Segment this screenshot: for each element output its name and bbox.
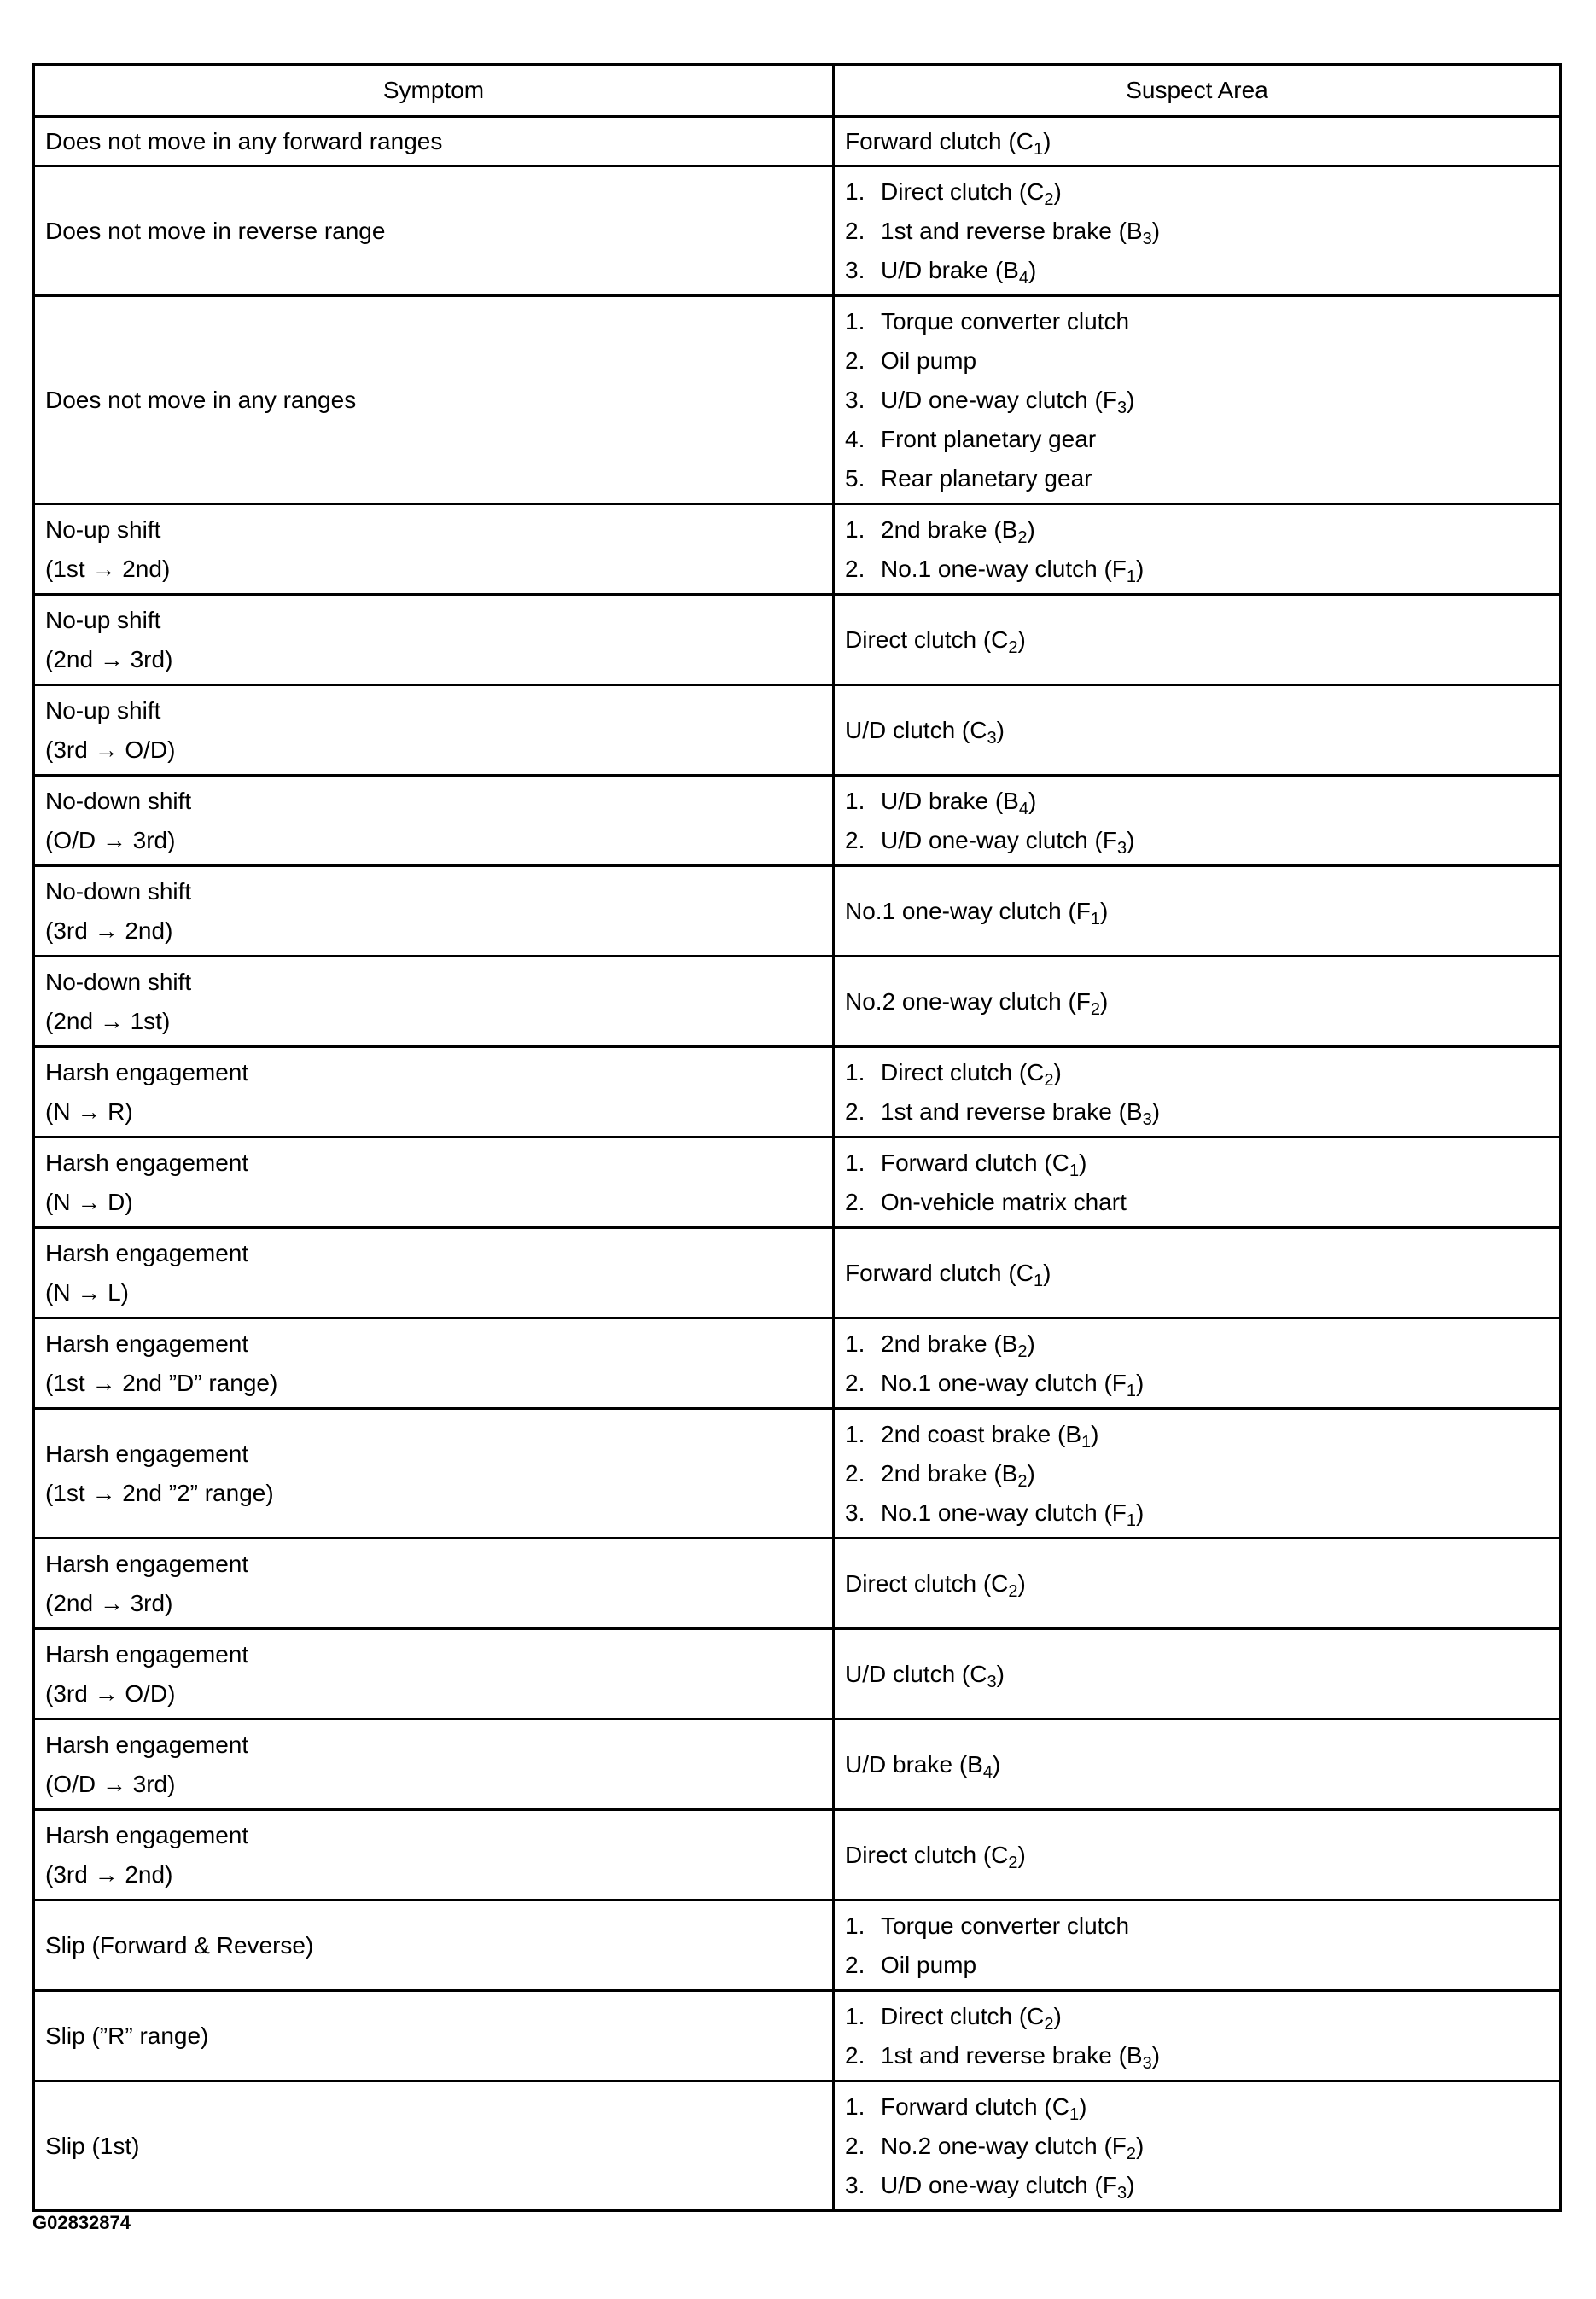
suspect-area-item: [845, 2087, 1549, 2127]
area-text-end: ): [1100, 897, 1109, 924]
area-text: Rear planetary gear: [881, 464, 1092, 492]
suspect-area-item: [845, 550, 1549, 589]
symptom-cell: [34, 685, 834, 776]
suspect-area-cell: [834, 504, 1561, 595]
symptom-cell: [34, 1539, 834, 1629]
area-text: U/D brake (B: [845, 1750, 983, 1778]
symptom-line: No-down shift: [45, 968, 192, 995]
symptom-line: No-up shift: [45, 696, 161, 724]
symptom-cell: [34, 957, 834, 1047]
area-text-end: ): [1091, 1420, 1099, 1447]
suspect-area-item: [845, 982, 1549, 1021]
item-number: 1.: [845, 307, 865, 335]
table-row: [34, 595, 1561, 685]
symptom-line: No-down shift: [45, 787, 192, 814]
table-row: [34, 776, 1561, 866]
area-subscript: 2: [1008, 1853, 1018, 1872]
suspect-area-list: [845, 1144, 1549, 1222]
suspect-area-item: [845, 212, 1549, 251]
suspect-area-item: [845, 620, 1549, 660]
symptom-line: (2nd → 1st): [45, 1007, 171, 1034]
symptom-cell: [34, 1228, 834, 1318]
symptom-line: (3rd → O/D): [45, 736, 176, 763]
suspect-area-item: [845, 1454, 1549, 1493]
table-row: [34, 2081, 1561, 2211]
item-number: 4.: [845, 425, 865, 452]
suspect-area-item: [845, 1493, 1549, 1533]
suspect-area-item: [845, 1254, 1549, 1293]
area-text-end: ): [1136, 1499, 1145, 1526]
area-text: Front planetary gear: [881, 425, 1097, 452]
area-subscript: 1: [1069, 2104, 1080, 2124]
symptom-cell: [34, 1991, 834, 2081]
item-number: 2.: [845, 1951, 865, 1978]
area-text: U/D one-way clutch (F: [881, 2171, 1117, 2198]
symptom-line: (1st → 2nd ”D” range): [45, 1369, 278, 1396]
symptom-cell: [34, 2081, 834, 2211]
suspect-area-cell: [834, 1720, 1561, 1810]
suspect-area-item: [845, 122, 1549, 161]
area-text-end: ): [1053, 1058, 1062, 1085]
table-row: [34, 166, 1561, 296]
suspect-area-item: [845, 2036, 1549, 2075]
suspect-area-item: [845, 1836, 1549, 1875]
area-subscript: 1: [1126, 1381, 1137, 1400]
table-row: [34, 1138, 1561, 1228]
area-text-end: ): [1017, 1569, 1026, 1597]
suspect-area-item: [845, 420, 1549, 459]
symptom-line: Harsh engagement: [45, 1239, 249, 1266]
table-body: [34, 117, 1561, 2211]
area-text-end: ): [1017, 626, 1026, 653]
area-text-end: ): [1127, 826, 1135, 853]
suspect-area-cell: [834, 1991, 1561, 2081]
area-text-end: ): [1043, 1259, 1051, 1286]
symptom-line: (N → D): [45, 1188, 133, 1215]
symptom-cell: [34, 866, 834, 957]
item-number: 5.: [845, 464, 865, 492]
suspect-area-item: [845, 510, 1549, 550]
area-text-end: ): [1151, 1097, 1161, 1125]
area-subscript: 3: [1142, 229, 1152, 248]
suspect-area-item: [845, 172, 1549, 212]
symptom-line: No-up shift: [45, 606, 161, 633]
header-suspect-area: Suspect Area: [834, 65, 1561, 117]
table-row: [34, 504, 1561, 595]
item-number: 2.: [845, 346, 865, 374]
symptom-cell: [34, 1047, 834, 1138]
area-text: U/D clutch (C: [845, 1660, 987, 1687]
symptom-cell: [34, 1810, 834, 1900]
area-text: No.2 one-way clutch (F: [881, 2132, 1127, 2159]
table-row: [34, 1629, 1561, 1720]
suspect-area-item: [845, 1144, 1549, 1183]
suspect-area-cell: [834, 957, 1561, 1047]
symptom-cell: [34, 166, 834, 296]
suspect-area-cell: [834, 1409, 1561, 1539]
symptom-line: Does not move in reverse range: [45, 217, 386, 244]
area-text-end: ): [1100, 987, 1109, 1015]
area-subscript: 2: [1090, 999, 1101, 1019]
area-text: Oil pump: [881, 346, 977, 374]
suspect-area-item: [845, 1564, 1549, 1603]
area-subscript: 1: [1126, 1510, 1137, 1530]
suspect-area-item: [845, 1997, 1549, 2036]
area-text-end: ): [1136, 2132, 1145, 2159]
area-text-end: ): [1043, 127, 1051, 154]
symptom-line: Harsh engagement: [45, 1149, 249, 1176]
suspect-area-item: [845, 2166, 1549, 2205]
area-text-end: ): [1136, 1369, 1145, 1396]
symptom-line: (3rd → 2nd): [45, 1860, 173, 1888]
symptom-line: (3rd → O/D): [45, 1679, 176, 1707]
table-row: [34, 1318, 1561, 1409]
area-text: Torque converter clutch: [881, 1912, 1130, 1939]
symptom-cell: [34, 504, 834, 595]
area-subscript: 2: [1017, 1342, 1028, 1361]
symptom-cell: [34, 1318, 834, 1409]
suspect-area-item: [845, 892, 1549, 931]
suspect-area-list: [845, 1906, 1549, 1985]
symptom-cell: [34, 1900, 834, 1991]
suspect-area-list: [845, 1997, 1549, 2075]
area-text: No.1 one-way clutch (F: [881, 1499, 1127, 1526]
item-number: 1.: [845, 2092, 865, 2120]
area-text-end: ): [1136, 555, 1145, 582]
symptom-cell: [34, 296, 834, 504]
area-subscript: 2: [1017, 527, 1028, 547]
area-subscript: 4: [982, 1762, 993, 1782]
area-text-end: ): [996, 716, 1005, 743]
area-text: Direct clutch (C: [881, 2002, 1045, 2029]
suspect-area-cell: [834, 685, 1561, 776]
area-subscript: 1: [1081, 1432, 1092, 1452]
item-number: 2.: [845, 1188, 865, 1215]
table-row: [34, 1810, 1561, 1900]
symptom-cell: [34, 776, 834, 866]
area-text-end: ): [1028, 256, 1037, 283]
symptom-line: Harsh engagement: [45, 1330, 249, 1357]
suspect-area-list: [845, 782, 1549, 860]
suspect-area-cell: [834, 296, 1561, 504]
area-text: Direct clutch (C: [845, 626, 1009, 653]
suspect-area-item: [845, 2127, 1549, 2166]
table-row: [34, 1720, 1561, 1810]
item-number: 1.: [845, 178, 865, 205]
area-text-end: ): [996, 1660, 1005, 1687]
symptom-line: Harsh engagement: [45, 1731, 249, 1758]
area-subscript: 3: [1142, 2053, 1152, 2073]
area-subscript: 3: [1116, 398, 1127, 417]
symptom-line: (2nd → 3rd): [45, 1589, 173, 1616]
symptom-line: Does not move in any forward ranges: [45, 127, 443, 154]
area-subscript: 2: [1126, 2144, 1137, 2163]
symptom-cell: [34, 1409, 834, 1539]
suspect-area-item: [845, 1092, 1549, 1132]
area-text: On-vehicle matrix chart: [881, 1188, 1127, 1215]
suspect-area-item: [845, 782, 1549, 821]
symptom-line: (O/D → 3rd): [45, 826, 176, 853]
table-header-row: [34, 65, 1561, 117]
area-text: No.1 one-way clutch (F: [845, 897, 1091, 924]
area-subscript: 4: [1018, 799, 1028, 818]
symptom-line: (O/D → 3rd): [45, 1770, 176, 1797]
area-subscript: 2: [1008, 637, 1018, 657]
suspect-area-item: [845, 1324, 1549, 1364]
table-row: [34, 1047, 1561, 1138]
area-subscript: 3: [987, 728, 997, 748]
area-text-end: ): [1028, 787, 1037, 814]
suspect-area-list: [845, 172, 1549, 290]
area-text: No.1 one-way clutch (F: [881, 555, 1127, 582]
item-number: 2.: [845, 1459, 865, 1487]
suspect-area-cell: [834, 1228, 1561, 1318]
symptom-line: Harsh engagement: [45, 1550, 249, 1577]
suspect-area-list: [845, 510, 1549, 589]
area-text-end: ): [1027, 1459, 1035, 1487]
area-text: 2nd brake (B: [881, 515, 1018, 543]
symptom-line: (1st → 2nd ”2” range): [45, 1479, 274, 1506]
area-text-end: ): [992, 1750, 1001, 1778]
area-text: Direct clutch (C: [881, 1058, 1045, 1085]
suspect-area-list: [845, 1324, 1549, 1403]
suspect-area-cell: [834, 1318, 1561, 1409]
suspect-area-item: [845, 821, 1549, 860]
suspect-area-item: [845, 711, 1549, 750]
area-text: U/D one-way clutch (F: [881, 826, 1117, 853]
symptom-line: Harsh engagement: [45, 1821, 249, 1848]
suspect-area-item: [845, 459, 1549, 498]
symptom-line: (2nd → 3rd): [45, 645, 173, 672]
suspect-area-list: [845, 302, 1549, 498]
area-subscript: 2: [1008, 1581, 1018, 1601]
suspect-area-item: [845, 1906, 1549, 1946]
suspect-area-cell: [834, 866, 1561, 957]
area-text-end: ): [1027, 1330, 1035, 1357]
symptom-cell: [34, 1720, 834, 1810]
table-row: [34, 296, 1561, 504]
suspect-area-item: [845, 341, 1549, 381]
area-text: Direct clutch (C: [881, 178, 1045, 205]
area-text-end: ): [1127, 2171, 1135, 2198]
suspect-area-cell: [834, 1810, 1561, 1900]
symptom-table: [32, 63, 1562, 2212]
table-row: [34, 866, 1561, 957]
item-number: 1.: [845, 1149, 865, 1176]
area-subscript: 1: [1090, 909, 1101, 928]
symptom-line: Slip (”R” range): [45, 2022, 209, 2049]
suspect-area-cell: [834, 1539, 1561, 1629]
area-subscript: 2: [1044, 2014, 1054, 2034]
suspect-area-cell: [834, 117, 1561, 166]
item-number: 3.: [845, 256, 865, 283]
item-number: 1.: [845, 1058, 865, 1085]
suspect-area-item: [845, 1745, 1549, 1784]
area-subscript: 1: [1126, 567, 1137, 586]
area-subscript: 3: [1116, 838, 1127, 858]
table-row: [34, 1228, 1561, 1318]
item-number: 2.: [845, 2041, 865, 2069]
area-text-end: ): [1079, 2092, 1087, 2120]
area-text-end: ): [1127, 386, 1135, 413]
symptom-line: Harsh engagement: [45, 1058, 249, 1085]
symptom-line: No-down shift: [45, 877, 192, 905]
table-row: [34, 1409, 1561, 1539]
area-text: Direct clutch (C: [845, 1569, 1009, 1597]
area-text: Forward clutch (C: [845, 1259, 1034, 1286]
area-text: Oil pump: [881, 1951, 977, 1978]
symptom-line: (N → L): [45, 1278, 129, 1306]
symptom-cell: [34, 1629, 834, 1720]
area-subscript: 2: [1017, 1471, 1028, 1491]
table-row: [34, 685, 1561, 776]
suspect-area-item: [845, 1655, 1549, 1694]
symptom-line: Harsh engagement: [45, 1640, 249, 1668]
table-row: [34, 117, 1561, 166]
item-number: 2.: [845, 1369, 865, 1396]
header-symptom: Symptom: [34, 65, 834, 117]
suspect-area-cell: [834, 776, 1561, 866]
item-number: 1.: [845, 515, 865, 543]
suspect-area-item: [845, 1946, 1549, 1985]
item-number: 2.: [845, 555, 865, 582]
suspect-area-cell: [834, 1900, 1561, 1991]
symptom-cell: [34, 1138, 834, 1228]
area-text: 1st and reverse brake (B: [881, 217, 1143, 244]
item-number: 1.: [845, 787, 865, 814]
suspect-area-cell: [834, 595, 1561, 685]
item-number: 1.: [845, 1420, 865, 1447]
suspect-area-cell: [834, 166, 1561, 296]
item-number: 1.: [845, 1912, 865, 1939]
area-text: U/D brake (B: [881, 787, 1019, 814]
suspect-area-cell: [834, 1629, 1561, 1720]
item-number: 3.: [845, 2171, 865, 2198]
area-text: Forward clutch (C: [845, 127, 1034, 154]
suspect-area-item: [845, 302, 1549, 341]
area-text: 1st and reverse brake (B: [881, 2041, 1143, 2069]
symptom-line: (3rd → 2nd): [45, 917, 173, 944]
area-subscript: 1: [1033, 139, 1044, 159]
area-text: 2nd brake (B: [881, 1459, 1018, 1487]
table-row: [34, 957, 1561, 1047]
table-row: [34, 1539, 1561, 1629]
area-subscript: 1: [1069, 1161, 1080, 1180]
suspect-area-item: [845, 1183, 1549, 1222]
suspect-area-cell: [834, 2081, 1561, 2211]
area-subscript: 2: [1044, 189, 1054, 209]
area-text: U/D clutch (C: [845, 716, 987, 743]
area-text: Torque converter clutch: [881, 307, 1130, 335]
area-text-end: ): [1079, 1149, 1087, 1176]
area-text: U/D brake (B: [881, 256, 1019, 283]
suspect-area-list: [845, 1415, 1549, 1533]
area-text: 2nd brake (B: [881, 1330, 1018, 1357]
area-text-end: ): [1053, 178, 1062, 205]
area-text-end: ): [1017, 1841, 1026, 1868]
symptom-line: (1st → 2nd): [45, 555, 171, 582]
area-subscript: 2: [1044, 1070, 1054, 1090]
item-number: 3.: [845, 386, 865, 413]
suspect-area-item: [845, 1415, 1549, 1454]
suspect-area-item: [845, 1364, 1549, 1403]
area-text: Direct clutch (C: [845, 1841, 1009, 1868]
figure-id: G02832874: [32, 2212, 131, 2233]
area-text-end: ): [1027, 515, 1035, 543]
item-number: 2.: [845, 1097, 865, 1125]
symptom-line: Slip (1st): [45, 2132, 140, 2159]
suspect-area-item: [845, 1053, 1549, 1092]
suspect-area-list: [845, 2087, 1549, 2205]
symptom-line: Harsh engagement: [45, 1440, 249, 1467]
item-number: 2.: [845, 826, 865, 853]
area-text: 1st and reverse brake (B: [881, 1097, 1143, 1125]
suspect-area-item: [845, 381, 1549, 420]
area-text-end: ): [1053, 2002, 1062, 2029]
area-text: No.1 one-way clutch (F: [881, 1369, 1127, 1396]
item-number: 2.: [845, 2132, 865, 2159]
area-subscript: 3: [1116, 2183, 1127, 2203]
item-number: 1.: [845, 2002, 865, 2029]
area-subscript: 3: [1142, 1109, 1152, 1129]
symptom-cell: [34, 595, 834, 685]
area-text: 2nd coast brake (B: [881, 1420, 1082, 1447]
item-number: 1.: [845, 1330, 865, 1357]
area-subscript: 3: [987, 1672, 997, 1691]
item-number: 2.: [845, 217, 865, 244]
symptom-line: Does not move in any ranges: [45, 386, 357, 413]
table-row: [34, 1900, 1561, 1991]
suspect-area-item: [845, 251, 1549, 290]
area-text: No.2 one-way clutch (F: [845, 987, 1091, 1015]
table-row: [34, 1991, 1561, 2081]
area-text: U/D one-way clutch (F: [881, 386, 1117, 413]
area-subscript: 1: [1033, 1271, 1044, 1290]
area-text-end: ): [1151, 2041, 1161, 2069]
suspect-area-cell: [834, 1047, 1561, 1138]
area-text-end: ): [1151, 217, 1161, 244]
area-text: Forward clutch (C: [881, 2092, 1069, 2120]
symptom-line: Slip (Forward & Reverse): [45, 1931, 314, 1959]
item-number: 3.: [845, 1499, 865, 1526]
suspect-area-list: [845, 1053, 1549, 1132]
symptom-line: (N → R): [45, 1097, 133, 1125]
area-subscript: 4: [1018, 268, 1028, 288]
area-text: Forward clutch (C: [881, 1149, 1069, 1176]
symptom-line: No-up shift: [45, 515, 161, 543]
symptom-cell: [34, 117, 834, 166]
suspect-area-cell: [834, 1138, 1561, 1228]
